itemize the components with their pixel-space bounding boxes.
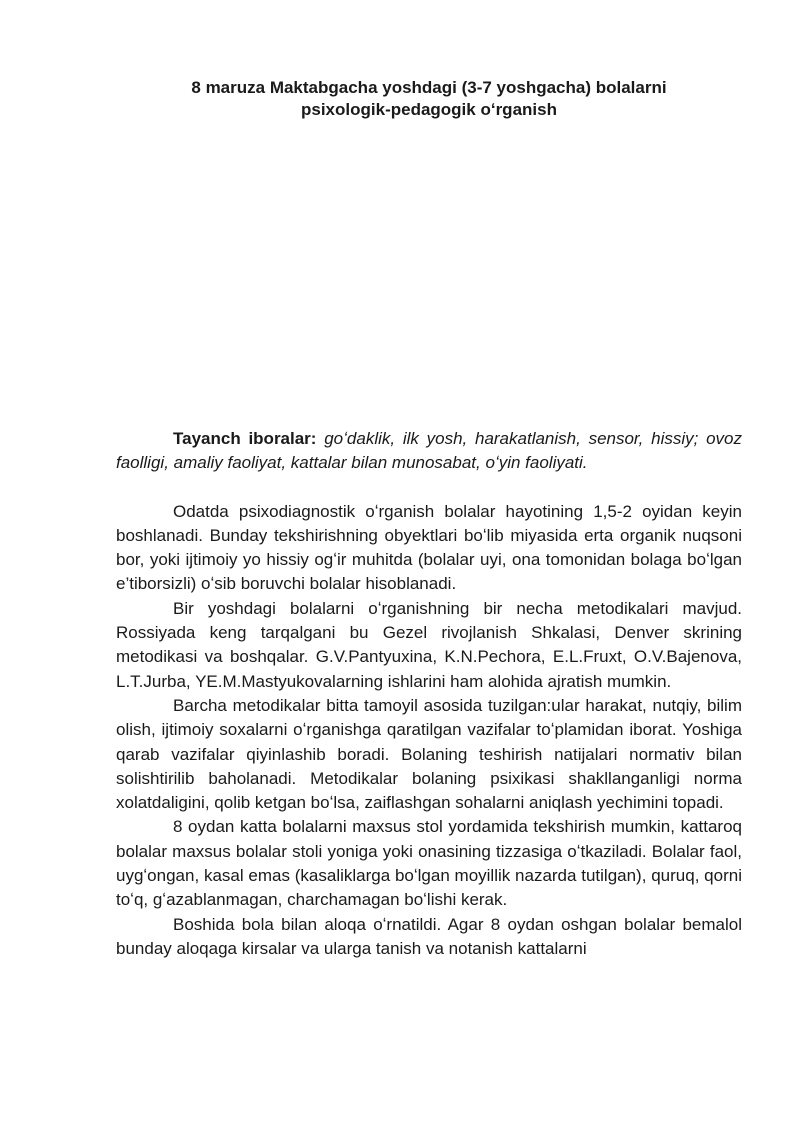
- lecture-title: [116, 77, 742, 121]
- body-paragraph: 8 oydan katta bolalarni maxsus stol yordamida tekshirish mumkin, kattaroq bolalar maxsus bolalar stoli yoniga yoki onasining tizzasiga oʻtkaziladi. Bolalar faol, uygʻongan, kasal emas (kasaliklarga boʻlgan moyillik nazarda tutilgan), quruq, qorni toʻq, gʻazablanmagan, charchamagan boʻlishi kerak.: [116, 817, 742, 910]
- title-line-1: 8 maruza Maktabgacha yoshdagi (3-7 yoshgacha) bolalarni: [191, 78, 667, 97]
- title-line-2: psixologik-pedagogik oʻrganish: [301, 100, 557, 119]
- body-paragraph: Barcha metodikalar bitta tamoyil asosida tuzilgan:ular harakat, nutqiy, bilim olish, ijtimoiy soxalarni oʻrganishga qaratilgan vazifalar toʻplamidan iborat. Yoshiga qarab vazifalar qiyinlashib boradi. Bolaning teshirish natijalari normativ bilan solishtirilib baholanadi. Metodikalar bolaning psixikasi shakllanganligi norma xolatdaligini, qolib ketgan boʻlsa, zaiflashgan sohalarni aniqlash yechimini topadi.: [116, 695, 742, 813]
- body-paragraph: Odatda psixodiagnostik oʻrganish bolalar hayotining 1,5-2 oyidan keyin boshlanadi. Bunday tekshirishning obyektlari boʻlib miyasida erta organik nuqsoni bor, yoki ijtimoiy yo hissiy ogʻir muhitda (bolalar uyi, ona tomonidan bolaga boʻlgan e’tiborsizli) oʻsib boruvchi bolalar hisoblanadi.: [116, 501, 742, 594]
- body-paragraph: Bir yoshdagi bolalarni oʻrganishning bir necha metodikalari mavjud. Rossiyada keng tarqalgani bu Gezel rivojlanish Shkalasi, Denver skrining metodikasi va boshqalar. G.V.Pantyuxina, K.N.Pechora, E.L.Fruxt, O.V.Bajenova, L.T.Jurba, YE.M.Mastyukovalarning ishlarini ham alohida ajratish mumkin.: [116, 598, 742, 691]
- keywords-list: goʻdaklik, ilk yosh, harakatlanish, sensor, hissiy; ovoz faolligi, amaliy faoliyat, kattalar bilan munosabat, oʻyin faoliyati.: [116, 429, 742, 473]
- keywords-label: Tayanch iboralar:: [173, 429, 317, 448]
- body-paragraph: Boshida bola bilan aloqa oʻrnatildi. Agar 8 oydan oshgan bolalar bemalol bunday aloqaga kirsalar va ularga tanish va notanish kattalarni: [116, 914, 742, 958]
- document-body: [116, 427, 742, 961]
- keywords-paragraph: [116, 427, 742, 476]
